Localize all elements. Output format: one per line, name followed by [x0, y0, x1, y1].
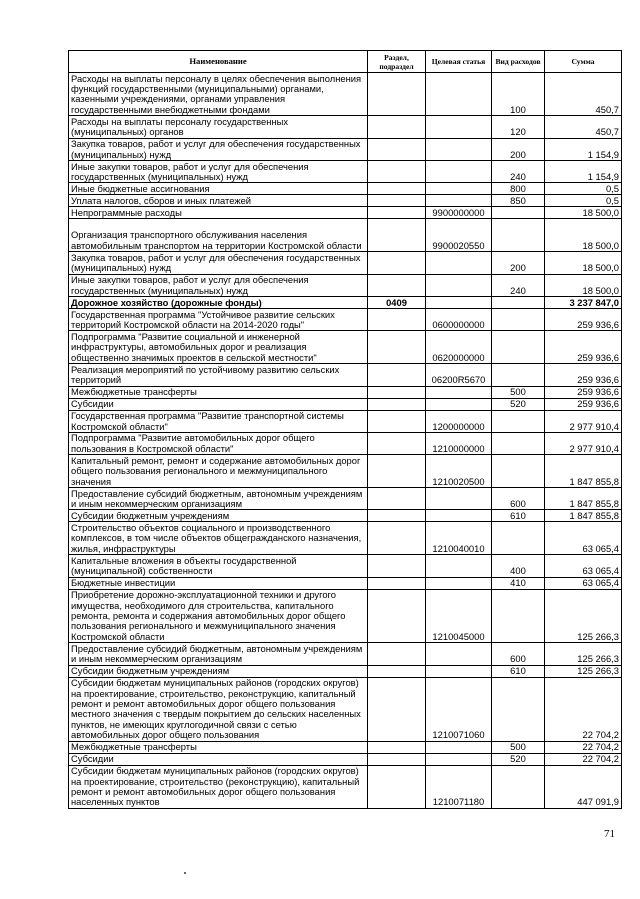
cell-type [492, 410, 545, 432]
cell-section [368, 252, 426, 274]
cell-target [426, 138, 492, 160]
cell-section [368, 73, 426, 116]
cell-type [492, 207, 545, 219]
table-row [69, 765, 622, 808]
cell-type [492, 219, 545, 252]
cell-section [368, 364, 426, 386]
cell-type [492, 331, 545, 364]
cell-type: 240 [492, 274, 545, 296]
cell-section [368, 410, 426, 432]
cell-sum: 1 847 855,8 [545, 488, 622, 510]
cell-sum: 259 936,6 [545, 331, 622, 364]
table-row [69, 522, 622, 555]
cell-sum: 3 237 847,0 [545, 296, 622, 308]
cell-name: Закупка товаров, работ и услуг для обеспечения государственных (муниципальных) нужд [69, 138, 368, 160]
cell-section [368, 643, 426, 665]
cell-name: Межбюджетные трансферты [69, 741, 368, 753]
cell-type: 600 [492, 643, 545, 665]
cell-name: Предоставление субсидий бюджетным, автономным учреждениям и иным некоммерческим организациям [69, 488, 368, 510]
cell-section [368, 665, 426, 677]
table-row [69, 274, 622, 296]
table-row [69, 741, 622, 753]
cell-sum: 22 704,2 [545, 677, 622, 741]
header-type: Вид расходов [492, 51, 545, 73]
cell-section [368, 116, 426, 138]
cell-sum: 450,7 [545, 73, 622, 116]
cell-sum: 18 500,0 [545, 219, 622, 252]
cell-name: Реализация мероприятий по устойчивому развитию сельских территорий [69, 364, 368, 386]
cell-sum: 259 936,6 [545, 386, 622, 398]
table-row [69, 677, 622, 741]
cell-target [426, 488, 492, 510]
table-row [69, 195, 622, 207]
cell-type [492, 522, 545, 555]
cell-sum: 0,5 [545, 183, 622, 195]
cell-section [368, 432, 426, 454]
cell-type [492, 765, 545, 808]
scan-speck [184, 872, 186, 874]
cell-type [492, 432, 545, 454]
cell-target: 9900000000 [426, 207, 492, 219]
cell-section [368, 274, 426, 296]
table-row [69, 219, 622, 252]
cell-sum: 63 065,4 [545, 577, 622, 589]
cell-type [492, 589, 545, 643]
cell-name: Субсидии бюджетам муниципальных районов (городских округов) на проектирование, строительство (реконструкцию), капитальный ремонт и ремонт автомобильных дорог общего пользования населенных пунктов [69, 765, 368, 808]
cell-section [368, 765, 426, 808]
cell-name: Приобретение дорожно-эксплуатационной техники и другого имущества, необходимого для строительства, капитального ремонта, ремонта и содержания автомобильных дорог общего пользования регионального и межмуниципального значения Костромской области [69, 589, 368, 643]
cell-name: Государственная программа "Устойчивое развитие сельских территорий Костромской области на 2014-2020 годы" [69, 308, 368, 330]
cell-type: 400 [492, 555, 545, 577]
budget-table [68, 50, 622, 809]
cell-type: 610 [492, 665, 545, 677]
cell-type [492, 308, 545, 330]
cell-section [368, 753, 426, 765]
cell-name: Субсидии бюджетным учреждениям [69, 665, 368, 677]
cell-target [426, 398, 492, 410]
table-row [69, 510, 622, 522]
cell-name: Субсидии бюджетным учреждениям [69, 510, 368, 522]
cell-target [426, 183, 492, 195]
cell-name: Расходы на выплаты персоналу государственных (муниципальных) органов [69, 116, 368, 138]
cell-section [368, 195, 426, 207]
cell-sum: 63 065,4 [545, 522, 622, 555]
cell-type [492, 296, 545, 308]
cell-section [368, 577, 426, 589]
cell-type: 410 [492, 577, 545, 589]
cell-name: Расходы на выплаты персоналу в целях обеспечения выполнения функций государственными (муниципальными) органами, казенными учреждениями, органами управления государственными внебюджетными фондами [69, 73, 368, 116]
cell-target [426, 643, 492, 665]
cell-name: Иные бюджетные ассигнования [69, 183, 368, 195]
cell-sum: 1 154,9 [545, 138, 622, 160]
cell-type: 520 [492, 398, 545, 410]
cell-target: 1210040010 [426, 522, 492, 555]
cell-target: 1210045000 [426, 589, 492, 643]
cell-name: Предоставление субсидий бюджетным, автономным учреждениям и иным некоммерческим организациям [69, 643, 368, 665]
table-row [69, 296, 622, 308]
cell-section [368, 510, 426, 522]
cell-sum: 0,5 [545, 195, 622, 207]
cell-target [426, 741, 492, 753]
table-row [69, 753, 622, 765]
cell-section [368, 589, 426, 643]
cell-name: Организация транспортного обслуживания населения автомобильным транспортом на территории Костромской области [69, 219, 368, 252]
cell-section [368, 207, 426, 219]
cell-type: 800 [492, 183, 545, 195]
cell-section: 0409 [368, 296, 426, 308]
table-row [69, 386, 622, 398]
cell-sum: 125 266,3 [545, 665, 622, 677]
cell-section [368, 386, 426, 398]
table-row [69, 252, 622, 274]
cell-type: 100 [492, 73, 545, 116]
cell-name: Иные закупки товаров, работ и услуг для обеспечения государственных (муниципальных) нужд [69, 160, 368, 182]
table-body [69, 73, 622, 809]
table-row [69, 665, 622, 677]
cell-target: 06200R5670 [426, 364, 492, 386]
cell-target: 0620000000 [426, 331, 492, 364]
cell-section [368, 741, 426, 753]
cell-type: 240 [492, 160, 545, 182]
cell-target [426, 665, 492, 677]
cell-name: Субсидии [69, 753, 368, 765]
cell-target [426, 296, 492, 308]
cell-sum: 1 847 855,8 [545, 510, 622, 522]
cell-sum: 18 500,0 [545, 252, 622, 274]
cell-section [368, 331, 426, 364]
table-row [69, 308, 622, 330]
cell-section [368, 677, 426, 741]
cell-type: 500 [492, 741, 545, 753]
cell-name: Капитальные вложения в объекты государственной (муниципальной) собственности [69, 555, 368, 577]
cell-sum: 1 154,9 [545, 160, 622, 182]
table-row [69, 138, 622, 160]
table-header-row [69, 51, 622, 73]
cell-section [368, 219, 426, 252]
cell-section [368, 455, 426, 488]
cell-name: Непрограммные расходы [69, 207, 368, 219]
cell-section [368, 308, 426, 330]
cell-target [426, 386, 492, 398]
table-row [69, 643, 622, 665]
cell-name: Субсидии [69, 398, 368, 410]
cell-sum: 259 936,6 [545, 308, 622, 330]
cell-target: 9900020550 [426, 219, 492, 252]
cell-target [426, 73, 492, 116]
cell-target [426, 274, 492, 296]
cell-target [426, 252, 492, 274]
header-sum: Сумма [545, 51, 622, 73]
header-section: Раздел, подраздел [368, 51, 426, 73]
cell-section [368, 488, 426, 510]
cell-type: 200 [492, 252, 545, 274]
cell-section [368, 138, 426, 160]
cell-target [426, 577, 492, 589]
cell-sum: 63 065,4 [545, 555, 622, 577]
cell-section [368, 398, 426, 410]
cell-name: Иные закупки товаров, работ и услуг для обеспечения государственных (муниципальных) нужд [69, 274, 368, 296]
cell-target: 1210071060 [426, 677, 492, 741]
cell-name: Подпрограмма "Развитие автомобильных дорог общего пользования в Костромской области" [69, 432, 368, 454]
cell-target [426, 510, 492, 522]
cell-target: 1210000000 [426, 432, 492, 454]
cell-target: 0600000000 [426, 308, 492, 330]
cell-type: 600 [492, 488, 545, 510]
table-row [69, 488, 622, 510]
cell-section [368, 160, 426, 182]
table-row [69, 183, 622, 195]
table-row [69, 555, 622, 577]
cell-type [492, 364, 545, 386]
cell-type: 850 [492, 195, 545, 207]
table-row [69, 398, 622, 410]
cell-sum: 125 266,3 [545, 589, 622, 643]
cell-name: Закупка товаров, работ и услуг для обеспечения государственных (муниципальных) нужд [69, 252, 368, 274]
cell-name: Межбюджетные трансферты [69, 386, 368, 398]
cell-target: 1210020500 [426, 455, 492, 488]
cell-name: Подпрограмма "Развитие социальной и инженерной инфраструктуры, автомобильных дорог и реализация общественно значимых проектов в сельской местности" [69, 331, 368, 364]
cell-name: Капитальный ремонт, ремонт и содержание автомобильных дорог общего пользования регионального и межмуниципального значения [69, 455, 368, 488]
cell-section [368, 555, 426, 577]
cell-target [426, 160, 492, 182]
cell-sum: 125 266,3 [545, 643, 622, 665]
cell-sum: 259 936,6 [545, 364, 622, 386]
table-row [69, 207, 622, 219]
cell-target [426, 555, 492, 577]
table-row [69, 116, 622, 138]
cell-target [426, 195, 492, 207]
cell-type: 610 [492, 510, 545, 522]
cell-sum: 259 936,6 [545, 398, 622, 410]
cell-sum: 22 704,2 [545, 753, 622, 765]
cell-sum: 22 704,2 [545, 741, 622, 753]
table-row [69, 410, 622, 432]
table-row [69, 331, 622, 364]
cell-name: Бюджетные инвестиции [69, 577, 368, 589]
cell-name: Субсидии бюджетам муниципальных районов (городских округов) на проектирование, строительство, реконструкцию, капитальный ремонт и ремонт автомобильных дорог общего пользования местного значения с твердым покрытием до сельских населенных пунктов, не имеющих круглогодичной связи с сетью автомобильных дорог общего пользования [69, 677, 368, 741]
table-row [69, 589, 622, 643]
cell-name: Строительство объектов социального и производственного комплексов, в том числе объектов общегражданского назначения, жилья, инфраструктуры [69, 522, 368, 555]
cell-section [368, 183, 426, 195]
table-row [69, 160, 622, 182]
header-target: Целевая статья [426, 51, 492, 73]
table-row [69, 455, 622, 488]
page-number: 71 [604, 828, 615, 840]
cell-type: 200 [492, 138, 545, 160]
cell-sum: 18 500,0 [545, 274, 622, 296]
table-row [69, 73, 622, 116]
cell-sum: 450,7 [545, 116, 622, 138]
cell-sum: 2 977 910,4 [545, 432, 622, 454]
cell-name: Дорожное хозяйство (дорожные фонды) [69, 296, 368, 308]
cell-section [368, 522, 426, 555]
cell-name: Уплата налогов, сборов и иных платежей [69, 195, 368, 207]
cell-target: 1200000000 [426, 410, 492, 432]
table-row [69, 432, 622, 454]
cell-target [426, 753, 492, 765]
table-row [69, 577, 622, 589]
cell-target: 1210071180 [426, 765, 492, 808]
header-name: Наименование [69, 51, 368, 73]
cell-sum: 1 847 855,8 [545, 455, 622, 488]
cell-type: 120 [492, 116, 545, 138]
cell-sum: 2 977 910,4 [545, 410, 622, 432]
cell-name: Государственная программа "Развитие транспортной системы Костромской области" [69, 410, 368, 432]
cell-sum: 18 500,0 [545, 207, 622, 219]
cell-type [492, 677, 545, 741]
cell-type: 520 [492, 753, 545, 765]
cell-target [426, 116, 492, 138]
table-row [69, 364, 622, 386]
cell-type [492, 455, 545, 488]
cell-sum: 447 091,9 [545, 765, 622, 808]
cell-type: 500 [492, 386, 545, 398]
